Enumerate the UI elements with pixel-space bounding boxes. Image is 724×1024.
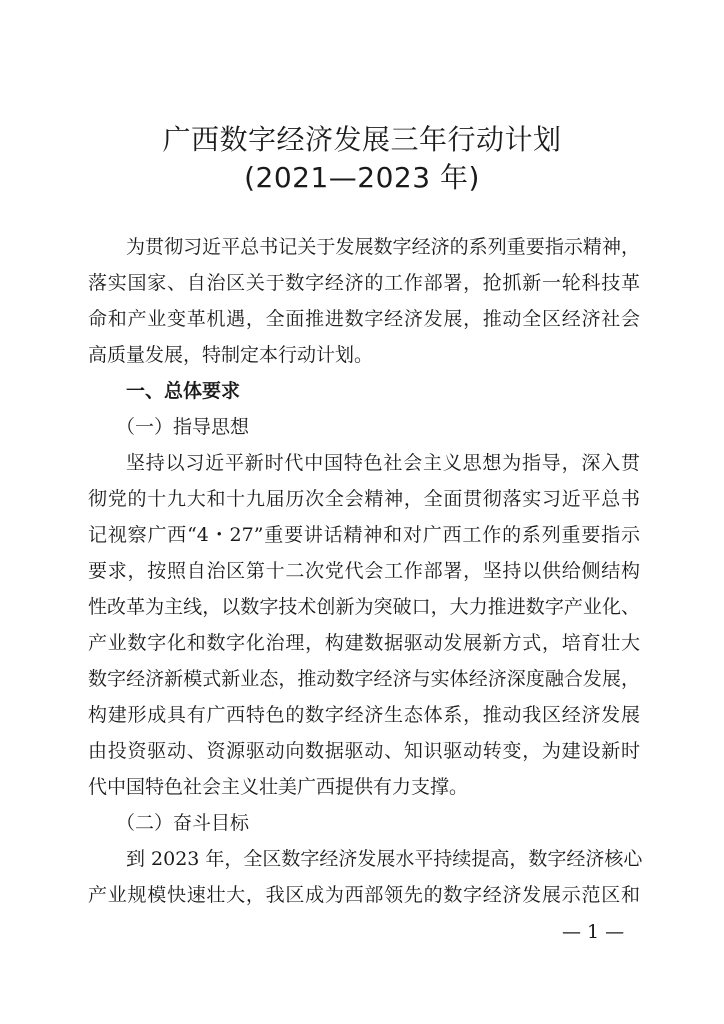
intro-line: 为贯彻习近平总书记关于发展数字经济的系列重要指示精神， bbox=[126, 236, 640, 258]
paragraph-line: 彻党的十九大和十九届历次全会精神，全面贯彻落实习近平总书 bbox=[88, 488, 640, 510]
intro-line: 落实国家、自治区关于数字经济的工作部署，抢抓新一轮科技革 bbox=[88, 272, 640, 294]
intro-line: 高质量发展，特制定本行动计划。 bbox=[88, 344, 374, 366]
paragraph-line: 到 2023 年，全区数字经济发展水平持续提高，数字经济核心 bbox=[126, 848, 643, 870]
subsection-heading-guiding-ideology: （一）指导思想 bbox=[116, 416, 250, 438]
page-number: — 1 — bbox=[562, 921, 625, 943]
paragraph-line: 坚持以习近平新时代中国特色社会主义思想为指导，深入贯 bbox=[126, 452, 640, 474]
paragraph-line: 产业数字化和数字化治理，构建数据驱动发展新方式，培育壮大 bbox=[88, 632, 640, 654]
paragraph-line: 由投资驱动、资源驱动向数据驱动、知识驱动转变，为建设新时 bbox=[88, 740, 640, 762]
paragraph-line: 性改革为主线，以数字技术创新为突破口，大力推进数字产业化、 bbox=[88, 596, 640, 618]
document-subtitle-years: (2021—2023 年) bbox=[244, 161, 480, 194]
paragraph-line: 要求，按照自治区第十二次党代会工作部署，坚持以供给侧结构 bbox=[88, 560, 640, 582]
section-heading-general-requirements: 一、总体要求 bbox=[126, 380, 241, 402]
paragraph-line: 产业规模快速壮大，我区成为西部领先的数字经济发展示范区和 bbox=[88, 884, 640, 906]
paragraph-line: 构建形成具有广西特色的数字经济生态体系，推动我区经济发展 bbox=[88, 704, 640, 726]
paragraph-line: 记视察广西“4・27”重要讲话精神和对广西工作的系列重要指示 bbox=[88, 524, 640, 546]
paragraph-line: 代中国特色社会主义壮美广西提供有力支撑。 bbox=[88, 776, 469, 798]
paragraph-line: 数字经济新模式新业态，推动数字经济与实体经济深度融合发展， bbox=[88, 668, 640, 690]
intro-line: 命和产业变革机遇，全面推进数字经济发展，推动全区经济社会 bbox=[88, 308, 640, 330]
subsection-heading-goals: （二）奋斗目标 bbox=[116, 812, 250, 834]
document-title: 广西数字经济发展三年行动计划 bbox=[162, 123, 562, 156]
